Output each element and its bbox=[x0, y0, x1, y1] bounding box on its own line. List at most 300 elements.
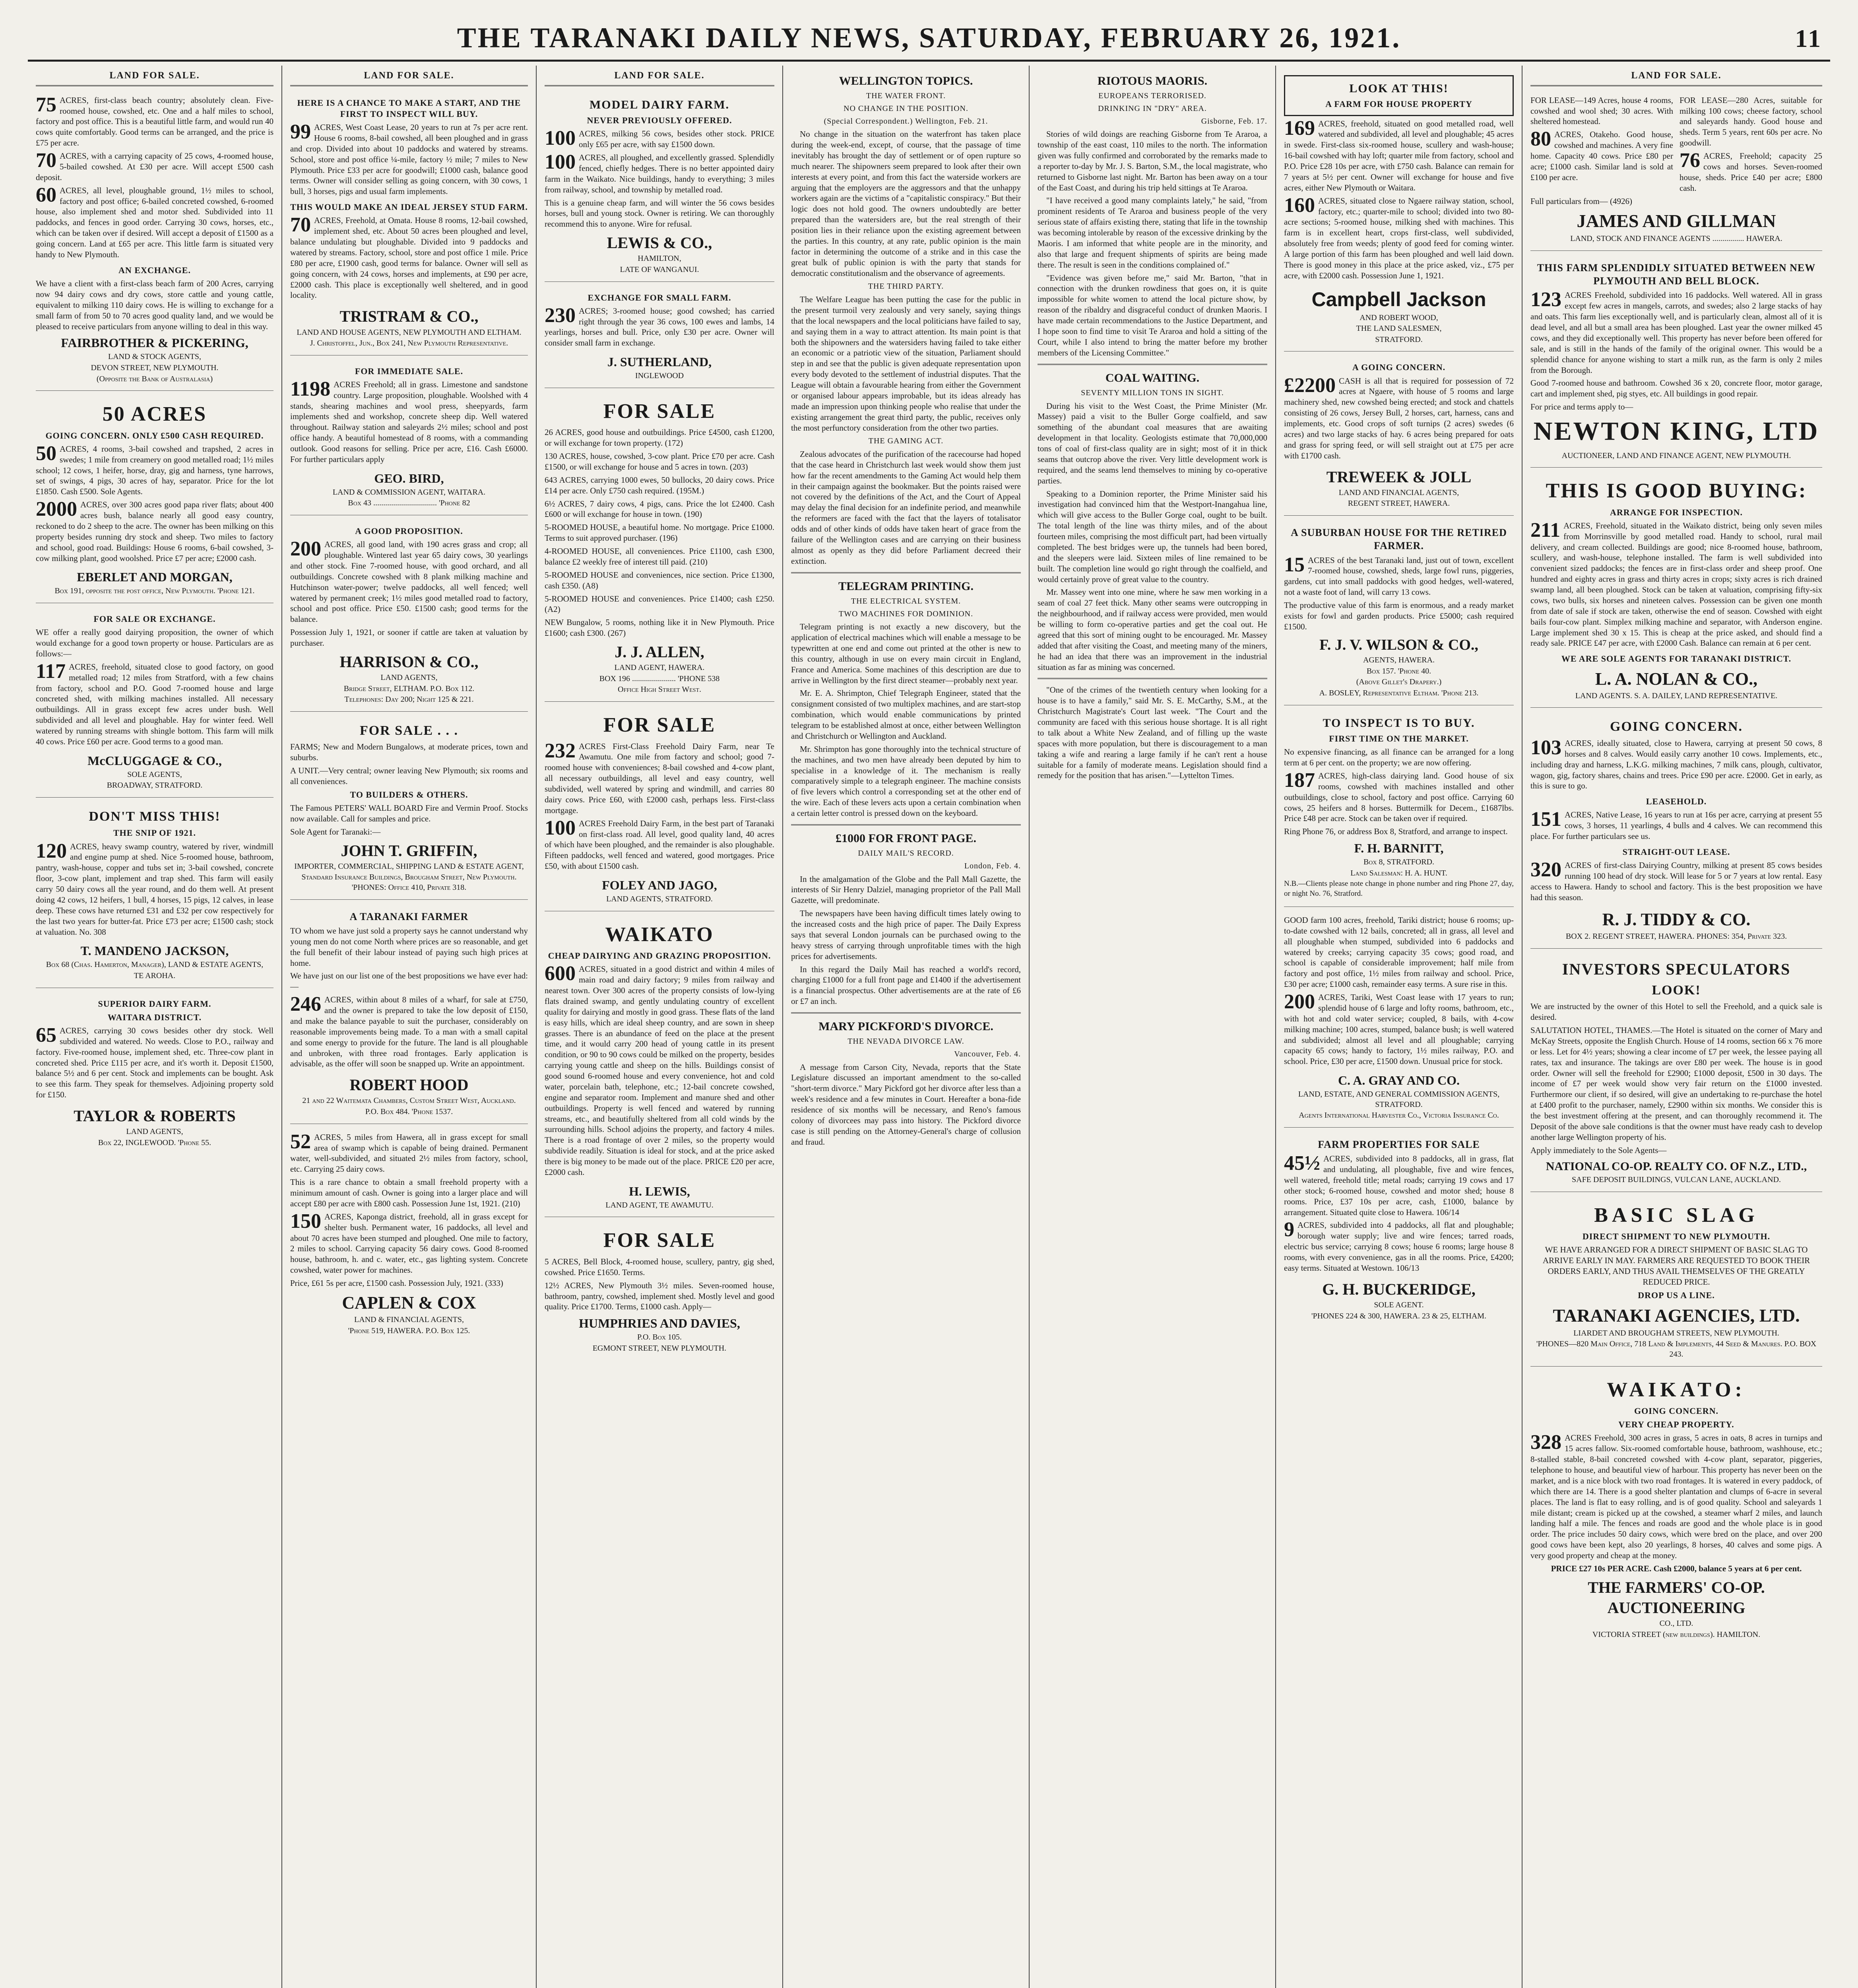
listing-text: CASH is all that is required for possession of 72 acres at Ngaere, with house of 5 rooms and large machinery shed, new cowshed being erected; and stock and chattels consisting of 26 cows, Jersey Bull, 2 horses, cart, harness, cans and implements, etc. Good crops of soft turnips (2 acres) swedes (6 acres) and two large stacks of hay. 6 acres being prepared for oats and grass for spring feed, or will sell straight out at £75 per acre with £1700 cash. bbox=[1284, 376, 1514, 460]
agent-name: F. J. V. WILSON & CO., bbox=[1319, 636, 1478, 653]
listing-text: SALUTATION HOTEL, THAMES.—The Hotel is situated on the corner of Mary and McKay Streets, opposite the English Church. House of 14 rooms, section 66 x 76 more or less. Let for 4½ years; showing a clear income of £7 per week, the lessee paying all rates, tax and insurance. The takings are over £80 per week. The house is in good order. Owner will sell the freehold for £2900; £1000 deposit, £500 in 30 days. The income of £7 per week would show very fair return on the £1000 invested. Furthermore our client, if so desired, will give an undertaking to re-purchase the hotel at £400 profit to the purchaser, namely, £2900 within six months. We consider this is the best investment offering at the present, and can thoroughly recommend it. The Deposit of the above sale conditions is that the owner must have ready cash to develop another large Wellington property of his. bbox=[1530, 1025, 1822, 1142]
listing-text: ACRES, situated close to Ngaere railway station, school, factory, etc.; quarter-mile to school; divided into two 80-acre sections; 5-roomed house, milking shed with machines. This farm is in excellent heart, crops first-class, well subdivided, absolutely free from weeds; plenty of good feed for coming winter. A large portion of this farm has been ploughed and well laid down. There is good money in this place at the price asked, viz., £75 per acre, with £2000 cash. Possession June 1, 1921. bbox=[1284, 196, 1514, 280]
listing-text: ACRES, ideally situated, close to Hawera, carrying at present 50 cows, 8 horses and 8 calves. Would easily carry another 10 cows. Implements, etc., including dray and harness, L.K.G. milking machines, 7 milk cans, plough, cultivator, wagon, gig, factory shares, chains and trees. Price £90 per acre. £2000. Get in early, as this is sure to go. bbox=[1530, 738, 1822, 791]
article-paragraph: Mr. Massey went into one mine, where he saw men working in a seam of coal 27 feet thick. Many other seams were outcropping in the neighbourhood, and if railway access were provided, men would be willing to form co-operative parties and get the coal out. He agreed that this sort of mining ought to be encouraged. Mr. Massey added that after visiting the Coast, and meeting many of the miners, he had an idea that there was an improvement in the industrial situation as far as mining was concerned. bbox=[1038, 587, 1267, 672]
ad-headline: WAIKATO bbox=[605, 923, 714, 946]
listing-text: Price, £61 5s per acre, £1500 cash. Possession July, 1921. (333) bbox=[290, 1278, 503, 1288]
agent-address: Land Salesman: H. A. HUNT. bbox=[1350, 868, 1447, 878]
agent-subtitle: LAND, ESTATE, AND GENERAL COMMISSION AGENTS, STRATFORD. bbox=[1298, 1090, 1500, 1109]
acre-number: 50 bbox=[36, 442, 56, 465]
agent-subtitle: LAND AGENTS, bbox=[126, 1127, 183, 1136]
listing-text: ACRES, Native Lease, 16 years to run at 16s per acre, carrying at present 55 cows, 3 horses, 11 yearlings, 4 bulls and 4 calves. We can recommend this place. For further particulars see us. bbox=[1530, 810, 1822, 841]
article-body bbox=[791, 1062, 1021, 1147]
listing bbox=[290, 905, 528, 1124]
boxed-headline bbox=[1284, 75, 1514, 116]
article-subtitle: SEVENTY MILLION TONS IN SIGHT. bbox=[1081, 388, 1224, 397]
agent-name: J. J. ALLEN, bbox=[615, 643, 704, 661]
listing-text: ACRES, West Coast Lease, 20 years to run at 7s per acre rent. House 6 rooms, 8-bail cowshed, all been ploughed and in grass and crop. Divided into about 10 paddocks and watered by streams. School, store and post office ¼-mile, factory ½ mile; 7 miles to New Plymouth. Price £33 per acre for goodwill; £1000 cash, balance good terms. Owner will consider selling as going concern, with 30 cows, 1 bull, 3 horses, pigs and usual farm implements. bbox=[290, 122, 528, 196]
listing-text: ACRES, subdivided into 4 paddocks, all flat and ploughable; borough water supply; live and wire fences; tarred roads, electric bus service; carrying 8 cows; house 6 rooms; large house 8 rooms, with every convenience, gas in all the rooms. Price, £4200; easy terms. Situated at Westown. 106/13 bbox=[1284, 1220, 1514, 1273]
ad-headline: MODEL DAIRY FARM. bbox=[589, 98, 730, 111]
ad-headline: HERE IS A CHANCE TO MAKE A START, AND THE FIRST TO INSPECT WILL BUY. bbox=[297, 97, 521, 119]
ad-headline: FOR SALE . . . bbox=[359, 723, 459, 738]
article-body bbox=[791, 449, 1021, 567]
article-paragraph: In this regard the Daily Mail has reached a world's record, charging £1000 for a full front page and £1400 if the advertisement is a financial prospectus. Other advertisements are at the rate of £6 or £7 an inch. bbox=[791, 964, 1021, 1006]
agent-address: Box 22, INGLEWOOD. 'Phone 55. bbox=[98, 1138, 211, 1147]
listing-text: ACRES, 4 rooms, 3-bail cowshed and trapshed, 2 acres in swedes; 1 mile from creamery on good metalled road; 1½ miles school; 12 cows, 1 heifer, horse, dray, gig and harness, tyne harrows, set of swings, 4 pigs, 30 acres of hay, separator. Price for the lot £1850. Cash £500. Sole Agents. bbox=[36, 444, 273, 497]
agent-subtitle: LAND AGENT, HAWERA. bbox=[614, 663, 705, 672]
listing-text: ACRES, Freehold; capacity 25 cows and horses. Seven-roomed house, sheds. Price £40 per acre; £800 cash. bbox=[1680, 151, 1822, 193]
agent-address: STRATFORD. bbox=[1375, 335, 1423, 344]
listing-line: NEW Bungalow, 5 rooms, nothing like it in New Plymouth. Price £1600; cash £300. (267) bbox=[545, 617, 774, 638]
ad-headline: A GOOD PROPOSITION. bbox=[355, 526, 463, 536]
agent-note: N.B.—Clients please note change in phone number and ring Phone 27, day, or night No. 76, Stratford. bbox=[1284, 879, 1514, 898]
listing-text: ACRES of first-class Dairying Country, milking at present 85 cows besides running 100 head of dry stock. Will lease for 5 or 7 years at low rental. Easy access to Hawera. Handy to school and factory. This is the best proposition we have had this season. bbox=[1530, 860, 1822, 902]
masthead-title: THE TARANAKI DAILY NEWS, SATURDAY, FEBRUARY 26, 1921. bbox=[457, 21, 1401, 54]
agent-subtitle: THE LAND SALESMEN, bbox=[1356, 324, 1442, 333]
agent-subtitle: HAMILTON, bbox=[638, 254, 681, 263]
ad-headline: INVESTORS SPECULATORS bbox=[1562, 960, 1791, 978]
article-paragraph: "I have received a good many complaints lately," he said, "from prominent residents of Te Araroa and business people of the very serious state of affairs existing there, stating that life in the township was becoming intolerable by reason of the excessive drinking by the Maoris. I am informed that white people are in the minority, and also that large and frequent shipments of spirits are being made there. The result is seen in the conditions complained of." bbox=[1038, 196, 1267, 270]
article-body bbox=[1038, 685, 1267, 781]
agent-name: H. LEWIS, bbox=[629, 1184, 690, 1198]
agent-address: SAFE DEPOSIT BUILDINGS, VULCAN LANE, AUCKLAND. bbox=[1572, 1175, 1781, 1184]
acre-number: 99 bbox=[290, 120, 311, 144]
article-subtitle: TWO MACHINES FOR DOMINION. bbox=[838, 609, 974, 618]
listing bbox=[290, 92, 528, 355]
acre-number: 70 bbox=[290, 214, 311, 237]
agent-address: Box 157. 'Phone 40. bbox=[1366, 666, 1431, 676]
agent-subtitle: LAND AND FINANCIAL AGENTS, bbox=[1338, 488, 1459, 497]
ad-subheadline: GOING CONCERN. ONLY £500 CASH REQUIRED. bbox=[45, 430, 264, 441]
masthead bbox=[28, 16, 1830, 62]
listing-text: ACRES, heavy swamp country, watered by river, windmill and engine pump at shed. Nice 5-roomed house, bathroom, pantry, wash-house, copper and tubs set in; 3-bail cowshed, concrete floor, 3-cow plant, implement and trap shed. This farm will easily carry 50 dairy cows all the year round, and do them well. At present doing 42 cows, 12 heifers, 1 bull, 4 horses, 15 pigs, 12 calves, in lease deep. These cows have returned £31 and £32 per cow respectively for the last two years for butter-fat. Price £73 per acre; £1500 cash; stock at valuation. No. 308 bbox=[36, 841, 273, 937]
listing-text: ACRES Freehold, subdivided into 16 paddocks. Well watered. All in grass except few acres in mangels, carrots, and swedes; also 2 large stacks of hay and oats. This farm lies exceptionally well, and is particularly clean, almost all of it is dead level, and all but a small area has been ploughed. Last year the owner milked 45 cows, and they did exceptionally well. This property has never before been offered for sale, and is still in the hands of the family of the original owner. This would be a splendid chance for anyone wishing to start a milk run, as the farm is only 2 miles from the Borough. bbox=[1530, 290, 1822, 375]
ad-subheadline: FIRST TIME ON THE MARKET. bbox=[1329, 734, 1469, 744]
listing-text: ACRES, all level, ploughable ground, 1½ miles to school, factory and post office; 6-bailed concreted cowshed, 6-roomed house, also implement shed and motor shed. Subdivided into 11 paddocks, and fences in good order. Carrying 30 cows, horses, etc., which can be taken over if desired. Will accept a deposit of £1500 as a going concern. Land at £65 per acre. This little farm is situated very handy to New Plymouth. bbox=[36, 185, 273, 259]
two-column-listing bbox=[1530, 95, 1822, 196]
agent-name: G. H. BUCKERIDGE, bbox=[1322, 1280, 1476, 1298]
listing bbox=[36, 608, 273, 798]
article-byline: Vancouver, Feb. 4. bbox=[954, 1050, 1021, 1058]
article-title: £1000 FOR FRONT PAGE. bbox=[836, 831, 976, 845]
agent-name: CAPLEN & COX bbox=[342, 1293, 476, 1312]
listing bbox=[1530, 712, 1822, 948]
ad-note: WE ARE SOLE AGENTS FOR TARANAKI DISTRICT. bbox=[1561, 654, 1792, 664]
listing bbox=[545, 707, 774, 911]
agent-address: Standard Insurance Buildings, Brougham Street, New Plymouth. 'PHONES: Office 410, Private 318. bbox=[301, 873, 517, 892]
agent-name: TAYLOR & ROBERTS bbox=[74, 1107, 236, 1125]
agent-subtitle: LAND & FINANCIAL AGENTS, bbox=[354, 1315, 464, 1324]
agent-name: NATIONAL CO-OP. REALTY CO. OF N.Z., LTD., bbox=[1546, 1159, 1807, 1173]
listing-text: ACRES, freehold, situated on good metalled road, well watered and subdivided, all level and ploughable; 45 acres in swede. First-class six-roomed house, scullery and wash-house; 16-bail cowshed with hay loft; quarter mile from factory, school and P.O. Price £28 10s per acre, with £750 cash. Balance can remain for 7 years at 5½ per cent. Owner will exchange for house and five acres, either New Plymouth or Waitara. bbox=[1284, 118, 1514, 192]
listing-text: ACRES, situated in a good district and within 4 miles of main road and dairy factory; 9 miles from railway and nearest town. Over 300 acres of the property consists of low-lying flats drained swamp, and gently undulating country of excellent quality for dairying and mostly in good grass. These flats of the land is easy hills, which are ideal sheep country, and are sown in sheep grasses. There is an abundance of feed on the place at the present time, and it would carry 200 head of young cattle in its present condition, or 90 to 90 cows could be milked on the property, besides carrying young cattle and sheep on the hills. Buildings consist of good sound 6-roomed house and every convenience, hot and cold water, porcelain bath, telephone, etc.; 12-bail concrete cowshed, engine and separator room. Implement and manure shed and other outbuildings. Property is well fenced and watered by running streams, etc., and beautifully sheltered from all cold winds by the surrounding hills. School adjoins the property, and factory 4 miles. There is a road frontage of over 2 miles, so the property would subdivide readily. Situation is ideal for stock, and at the price asked there is big money to be made out of the place. PRICE £20 per acre, £2000 cash. bbox=[545, 964, 774, 1177]
ad-headline: A GOING CONCERN. bbox=[1352, 362, 1446, 373]
ad-subheadline: WAITARA DISTRICT. bbox=[107, 1012, 202, 1022]
acre-number: 1198 bbox=[290, 377, 331, 400]
ad-headline: SUPERIOR DAIRY FARM. bbox=[98, 998, 211, 1009]
agent-address: Agents International Harvester Co., Victoria Insurance Co. bbox=[1299, 1111, 1499, 1120]
agent-name: EBERLET AND MORGAN, bbox=[77, 570, 233, 584]
article-title: COAL WAITING. bbox=[1105, 371, 1200, 384]
agent-town: TE AROHA. bbox=[134, 971, 176, 980]
listing-text: This is a rare chance to obtain a small freehold property with a minimum amount of cash. Owner is going into a larger place and will accept £80 per acre with £800 cash. Possession June 1st, 1921. (210) bbox=[290, 1177, 528, 1208]
listing-line: 12½ ACRES, New Plymouth 3½ miles. Seven-roomed house, bathroom, pantry, cowshed, implement shed. Mostly level and good quality. Price £1700. Terms, £1000 cash. Apply— bbox=[545, 1280, 774, 1312]
article-title: TELEGRAM PRINTING. bbox=[838, 579, 974, 593]
article-paragraph: During his visit to the West Coast, the Prime Minister (Mr. Massey) paid a visit to the Buller Gorge coalfield, and saw something of the abundant coal measures that are awaiting development in that locality. Geologists estimate that 70,000,000 tons of coal of first-class quality are in sight; most of it in thick seams that outcrop above the river. Very little development work is required, and the seams lend themselves to mining by co-operative parties. bbox=[1038, 401, 1267, 485]
article-paragraph: Stories of wild doings are reaching Gisborne from Te Araroa, a township of the east coast, 110 miles to the north. The information given was fully confirmed and corroborated by the remarks made to a reporter to-day by Mr. J. S. Barton, S.M., the local magistrate, who returned to Gisborne last night. Mr. Barton has been away on a tour of the East Coast, and during his trip held sittings at Te Araroa. bbox=[1038, 129, 1267, 192]
listing-line: 4-ROOMED HOUSE, all conveniences. Price £1100, cash £300, balance £2 weekly free of interest till paid. (210) bbox=[545, 546, 774, 567]
column-4 bbox=[783, 66, 1030, 1988]
section-heading: AN EXCHANGE. bbox=[118, 265, 191, 275]
listing-text: ACRES, 5 miles from Hawera, all in grass except for small area of swamp which is capable of being drained. Permanent water, well-subdivided, and situated 2½ miles from factory, school, etc. Carrying 25 dairy cows. bbox=[290, 1132, 528, 1174]
listing-text: ACRES, Otakeho. Good house, cowshed and machines. A very fine home. Capacity 40 cows. Price £80 per acre; £1000 cash. Similar land is sold at £100 per acre. bbox=[1530, 130, 1673, 182]
listing-text: FARMS; New and Modern Bungalows, at moderate prices, town and suburbs. bbox=[290, 742, 528, 763]
agent-name: F. H. BARNITT, bbox=[1354, 841, 1444, 856]
divider bbox=[791, 824, 1021, 825]
listing-text: ACRES of the best Taranaki land, just out of town, excellent 7-roomed house, cowshed, sheds, large fowl runs, piggeries, gardens, cut into small paddocks with good hedges, well-watered, not a waste foot of land, will carry 13 cows. bbox=[1284, 555, 1514, 597]
agent-subtitle: SOLE AGENT. bbox=[1374, 1301, 1424, 1310]
listing bbox=[1284, 912, 1514, 1128]
ad-subheadline: ARRANGE FOR INSPECTION. bbox=[1610, 507, 1743, 517]
agent-subtitle: SOLE AGENTS, bbox=[127, 770, 182, 779]
acre-number: 200 bbox=[1284, 990, 1315, 1013]
agent-address: Bridge Street, ELTHAM. P.O. Box 112. bbox=[343, 684, 475, 693]
divider bbox=[1038, 678, 1267, 679]
article-byline: (Special Correspondent.) Wellington, Feb. 21. bbox=[824, 116, 988, 126]
agent-subtitle: LAND AGENTS, STRATFORD. bbox=[606, 894, 713, 903]
acre-number: 328 bbox=[1530, 1431, 1561, 1454]
agent-address: DEVON STREET, NEW PLYMOUTH. bbox=[91, 363, 219, 372]
acre-number: 75 bbox=[36, 93, 56, 116]
acre-number: 169 bbox=[1284, 116, 1315, 140]
listing-text: ACRES Freehold, 300 acres in grass, 5 acres in oats, 8 acres in turnips and 15 acres fallow. Six-roomed comfortable house, bathroom, washhouse, etc.; 8-stalled stable, 8-bail concreted cowshed with 4-cow plant, separator, piggeries, telephone to house, and beautiful view of harbour. This property has never been on the market, and is a nice block with two road frontages. It is watered in every paddock, of which there are 14. There is a good shelter plantation and clumps of 6-acre in several places. The land is flat to easy rolling, and is of good quality. School and saleyards 1 mile distant; cream is picked up at the cowshed, a steamer wharf 2 miles, and launch landing half a mile. The fences and roads are good and the whole place is in good order. The price includes 50 dairy cows, which were bred on the place, and over 200 good cows have been kept, also 20 yearlings, 8 horses, 40 calves and some pigs. A very good property and cheap at the money. bbox=[1530, 1433, 1822, 1561]
article-title: WELLINGTON TOPICS. bbox=[839, 74, 973, 87]
listing-text: We have just on our list one of the best propositions we have ever had:— bbox=[290, 971, 528, 992]
listing-line: 643 ACRES, carrying 1000 ewes, 50 bullocks, 20 dairy cows. Price £14 per acre. Only £750 cash required. (195M.) bbox=[545, 475, 774, 495]
agent-address: Box 68 (Chas. Hamerton, Manager), LAND & ESTATE AGENTS, bbox=[46, 960, 264, 969]
listing bbox=[545, 287, 774, 388]
listing-text: Sole Agent for Taranaki:— bbox=[290, 827, 381, 837]
agent-name: C. A. GRAY AND CO. bbox=[1338, 1073, 1460, 1088]
agent-address: J. Christoffel, Jun., Box 241, New Plymouth Representative. bbox=[310, 339, 508, 348]
divider bbox=[791, 572, 1021, 573]
agent-name: ROBERT HOOD bbox=[349, 1076, 469, 1094]
listing bbox=[1530, 1197, 1822, 1367]
ad-subheadline: GOING CONCERN. bbox=[1634, 1406, 1718, 1416]
listing-text: ACRES, Kaponga district, freehold, all in grass except for shelter bush. Permanent water, 16 paddocks, all level and about 70 acres have been stumped and ploughed. One mile to factory, 2 miles to school. Carrying capacity 56 dairy cows. Good 8-roomed house, bathroom, h. and c. water, etc., gas lighting system. Concrete cowshed, water power for machines. bbox=[290, 1211, 528, 1275]
ad-subheadline: VERY CHEAP PROPERTY. bbox=[1618, 1419, 1734, 1430]
acre-number: 76 bbox=[1680, 149, 1700, 172]
article-paragraph: In the amalgamation of the Globe and the Pall Mall Gazette, the interests of Sir Henry Dalziel, managing proprietor of the Pall Mall Gazette, will predominate. bbox=[791, 874, 1021, 905]
listing bbox=[545, 92, 774, 282]
ad-headline: THIS IS GOOD BUYING: bbox=[1546, 480, 1807, 503]
article-paragraph: Telegram printing is not exactly a new discovery, but the application of electrical machines which will enable a message to be typewritten at one end and come out printed at the other is new to this country, although in use on every main circuit in England, France and America. Some machines of this description are due to arrive in Wellington by the first direct steamer—probably next year. bbox=[791, 622, 1021, 685]
article-subtitle: DAILY MAIL'S RECORD. bbox=[858, 849, 954, 858]
columns bbox=[28, 66, 1830, 1988]
listing bbox=[1530, 953, 1822, 1192]
listing-text: Apply immediately to the Sole Agents— bbox=[1530, 1145, 1667, 1155]
acre-number: 200 bbox=[290, 538, 321, 561]
listing-half bbox=[1530, 95, 1673, 196]
listing-text: ACRES Freehold Dairy Farm, in the best part of Taranaki on first-class road. All level, good quality land, 40 acres of which have been ploughed, and the remainder is also ploughable. Fifteen paddocks, well fenced and watered, good mortgages. Price £50, with about £1500 cash. bbox=[545, 818, 774, 871]
listing-text: ACRES, high-class dairying land. Good house of six rooms, cowshed with machines installed and other outbuildings, close to school, factory and post office. Carrying 60 cows, 25 heifers and 8 horses. Buttermilk for Decem., £1687lbs. Price £48 per acre. Stock can be taken over if required. bbox=[1284, 771, 1514, 823]
listing-text: ACRES, within about 8 miles of a wharf, for sale at £750, and the owner is prepared to take the low deposit of £150, and make the balance payable to suit the purchaser, considerably on reasonable improvements being made. To a man with a small capital and some energy to provide for the future. The land is all ploughable and unbroken, with three road frontages. Early application is advisable, as the offer will soon be snapped up. Write an appointment. bbox=[290, 995, 528, 1069]
column-5 bbox=[1030, 66, 1276, 1988]
listing-line: 26 ACRES, good house and outbuildings. Price £4500, cash £1200, or will exchange for town property. (172) bbox=[545, 427, 774, 448]
agent-name: TRISTRAM & CO., bbox=[339, 307, 479, 326]
listing bbox=[36, 396, 273, 603]
article-paragraph: "Evidence was given before me," said Mr. Barton, "that in connection with the drunken rowdiness that goes on, it is quite impossible for white women to attend the local picture show, by reason of the ribaldry and disgraceful conduct of drunken Maoris. I have made certain recommendations to the Justice Department, and I hope soon to find time to visit Te Araroa and hold a sitting of the Court, while I also intend to bring the matter before my brother members of the Licensing Committee." bbox=[1038, 273, 1267, 357]
agent-subtitle: LAND AGENTS, bbox=[380, 673, 438, 682]
column-2 bbox=[282, 66, 537, 1988]
agent-name: HARRISON & CO., bbox=[339, 652, 479, 671]
agent-address: Box 43 ................................ 'Phone 82 bbox=[348, 499, 470, 508]
agent-subtitle: LAND, STOCK AND FINANCE AGENTS ................ HAWERA. bbox=[1570, 234, 1782, 243]
listing bbox=[1284, 70, 1514, 351]
listing bbox=[36, 802, 273, 988]
listing bbox=[36, 993, 273, 1155]
agent-address: BOX 196 ...................... 'PHONE 538 bbox=[599, 674, 720, 683]
acre-number: 2000 bbox=[36, 498, 77, 521]
agent-subtitle: LIARDET AND BROUGHAM STREETS, NEW PLYMOUTH. bbox=[1573, 1328, 1779, 1338]
acre-number: 117 bbox=[36, 660, 66, 683]
listing-text: Possession July 1, 1921, or sooner if cattle are taken at valuation by purchaser. bbox=[290, 627, 528, 648]
listing-text: ACRES, freehold, situated close to good factory, on good metalled road; 12 miles from Stratford, with a few chains from factory, school and P.O. Good 7-roomed house and large concreted shed, with milking machines installed. All necessary outbuildings. All in grass except few acres under bush. Well subdivided and all level and ploughable. Hay for winter feed. Well watered by running streams with shingle bottom. This farm will milk 40 cows. Price £60 per acre. Good terms to a good man. bbox=[36, 662, 273, 746]
article-paragraph: The Welfare League has been putting the case for the public in the present turmoil very zealously and very sanely, saying things that the local newspapers and the local politicians have failed to say, and saying them in a way to attract attention. Its main point is that both the shipowners and the watersiders having failed to take either an economic or a patriotic view of the situation, Parliament should step in and see that the public is given adequate representation upon every body devoted to the settlement of industrial disputes. That the League will obtain a favourable hearing from either the Government or organised labour appears improbable, but its ideas already has made an impression upon thinking people who realise that under the existing arrangement the great third party, the public, receives only the most perfunctory consideration from the other two parties. bbox=[791, 295, 1021, 433]
listing-text: FOR LEASE—280 Acres, suitable for milking 100 cows; cheese factory, school and saleyards handy. Good house and sheds. Term 5 years, rent 60s per acre. No goodwill. bbox=[1680, 95, 1822, 148]
listing-text: For price and terms apply to— bbox=[1530, 402, 1633, 412]
agent-note: (Opposite the Bank of Australasia) bbox=[96, 374, 213, 383]
listing-line: 6½ ACRES, 7 dairy cows, 4 pigs, cans. Price the lot £2400. Cash £600 or will exchange for house in town. (190) bbox=[545, 499, 774, 519]
listing bbox=[290, 1129, 528, 1343]
listing-text: ACRES, carrying 30 cows besides other dry stock. Well subdivided and watered. No weeds. Close to P.O., railway and factory. Five-roomed house, implement shed, etc. Three-cow plant in concreted shed. Price £115 per acre, and it's worth it. Deposit £1500, balance 5½ and 6 per cent. Stock and implements can be bought. Ask to see this farm. They speak for themselves. Adjoining property sold for £150. bbox=[36, 1025, 273, 1100]
listing-text: The productive value of this farm is enormous, and a ready market exists for fowl and garden products. Price £5000; cash required £1500. bbox=[1284, 600, 1514, 631]
article-paragraph: The newspapers have been having difficult times lately owing to the increased costs and the high price of paper. The Daily Express says that several London journals can be purchased owing to the heavy stress of carrying through unprofitable times with the high prices for advertisements. bbox=[791, 909, 1021, 961]
listing-text: FOR LEASE—149 Acres, house 4 rooms, cowshed and wool shed; 30 acres. With sheltered homestead. bbox=[1530, 95, 1673, 126]
agent-name: JOHN T. GRIFFIN, bbox=[341, 841, 477, 860]
acre-number: 52 bbox=[290, 1130, 311, 1153]
article-body bbox=[791, 294, 1021, 433]
acre-number: 120 bbox=[36, 839, 67, 862]
agent-subtitle: IMPORTER, COMMERCIAL, SHIPPING LAND & ESTATE AGENT, bbox=[294, 862, 524, 871]
agent-address: Box 191, opposite the post office, New Plymouth. 'Phone 121. bbox=[54, 586, 255, 596]
listing-line: 5-ROOMED HOUSE and conveniences. Price £1400; cash £250. (A2) bbox=[545, 594, 774, 614]
listing-price: PRICE £27 10s PER ACRE. Cash £2000, balance 5 years at 6 per cent. bbox=[1551, 1563, 1802, 1573]
agent-address: 'Phone 519, HAWERA. P.O. Box 125. bbox=[348, 1326, 470, 1335]
article-paragraph: Zealous advocates of the purification of the racecourse had hoped that the case heard in Christchurch last week would show them just how far the recent amendments to the Gaming Act would help them in their campaign against the bookmaker. But the points raised were not covered by the definitions of the Act, and the Court of Appeal may delay the final decision for an indefinite period, and meanwhile the reformers are faced with the fact that the layers of totalisator odds and of other kinds of odds have taken heart of grace from the failure of the Wellington cases and are carrying on their business almost as openly as they did before Parliament decreed their extinction. bbox=[791, 449, 1021, 566]
listing-text: ACRES; 3-roomed house; good cowshed; has carried right through the year 36 cows, 100 ewes and lambs, 14 yearlings, horses and bull. Price, only £30 per acre. Owner will consider small farm in exchange. bbox=[545, 306, 774, 348]
divider bbox=[1038, 364, 1267, 365]
acre-number: 187 bbox=[1284, 769, 1315, 792]
article-body bbox=[791, 621, 1021, 819]
article-paragraph: Mr. Shrimpton has gone thoroughly into the technical structure of the machines, and two men have already been deputed by him to specialise in a knowledge of it. The mechanism is really comparatively simple to a telegraph engineer. The machine consists of five levers which control a corresponding set at the other end of the wire. Each of these levers acts upon a certain combination when a certain letter control is pressed down on the keyboard. bbox=[791, 744, 1021, 818]
listing-text: GOOD farm 100 acres, freehold, Tariki district; house 6 rooms; up-to-date cowshed with 12 bails, concreted; all in grass, all level and all ploughable when stumped, subdivided into 6 paddocks and watered by creeks; carrying capacity 35 cows; good road, and school is capable of considerable improvement; half mile from factory and post office, 1½ miles from railway and school. Price, £30 per acre; £1000 cash, remainder easy terms. A sure rise in this. bbox=[1284, 915, 1514, 989]
ad-headline: FARM PROPERTIES FOR SALE bbox=[1318, 1138, 1480, 1150]
agent-name: HUMPHRIES AND DAVIES, bbox=[579, 1316, 740, 1331]
agent-name: FOLEY AND JAGO, bbox=[602, 878, 717, 893]
article-subtitle: DRINKING IN "DRY" AREA. bbox=[1098, 104, 1207, 113]
listing bbox=[1530, 92, 1822, 251]
divider bbox=[791, 1012, 1021, 1013]
listing bbox=[36, 92, 273, 391]
agent-address: 'PHONES—820 Main Office, 718 Land & Implements, 44 Seed & Manures. P.O. BOX 243. bbox=[1536, 1340, 1817, 1359]
page-number: 11 bbox=[1795, 24, 1822, 52]
agent-name: Campbell Jackson bbox=[1311, 288, 1486, 311]
ad-subheadline: TO BUILDERS & OTHERS. bbox=[350, 789, 468, 800]
agent-note: (Above Gillet's Drapery.) bbox=[1356, 678, 1442, 687]
agent-address: 'PHONES 224 & 300, HAWERA. 23 & 25, ELTHAM. bbox=[1311, 1311, 1487, 1320]
article-title: RIOTOUS MAORIS. bbox=[1097, 74, 1208, 87]
listing-text: We have a client with a first-class beach farm of 200 Acres, carrying now 94 dairy cows and dry cows, store cattle and young cattle, equivalent to milking 110 dairy cows. He is willing to exchange for a small farm of from 50 to 70 acres good quality land, and we would be pleased to receive particulars from anyone willing to deal in this way. bbox=[36, 279, 273, 331]
acre-number: 150 bbox=[290, 1209, 321, 1233]
acre-number: 70 bbox=[36, 149, 56, 172]
article-body bbox=[1038, 129, 1267, 358]
listing bbox=[545, 916, 774, 1217]
listing-line: 130 ACRES, house, cowshed, 3-cow plant. Price £70 per acre. Cash £1500, or will exchange for house and 5 acres in town. (203) bbox=[545, 451, 774, 472]
agent-address: REGENT STREET, HAWERA. bbox=[1348, 499, 1450, 508]
ad-headline: EXCHANGE FOR SMALL FARM. bbox=[588, 292, 731, 303]
column-6 bbox=[1276, 66, 1522, 1988]
article-paragraph: Mr. E. A. Shrimpton, Chief Telegraph Engineer, stated that the consignment consisted of two multiplex machines, and are start-stop combination, which would enable communications by printed telegram to be established almost at once, either between Wellington and Christchurch or Wellington and Auckland. bbox=[791, 688, 1021, 741]
listing-text: Ring Phone 76, or address Box 8, Stratford, and arrange to inspect. bbox=[1284, 827, 1508, 837]
listing-text: ACRES Freehold; all in grass. Limestone and sandstone country. Large proposition, ploughable. Woolshed with 4 stands, shearing machines and wool press, sheepyards, farm implements shed and workshop, concrete sheep dip. Well watered throughout. Railway station and saleyards 2½ miles; school and post office handy. A beautiful homestead of 8 rooms, with a commanding outlook. Good reasons for selling. Price per acre, £16. Cash £6000. For further particulars apply bbox=[290, 379, 528, 464]
article-subtitle: THE ELECTRICAL SYSTEM. bbox=[851, 597, 961, 606]
article-subtitle: NO CHANGE IN THE POSITION. bbox=[844, 104, 968, 113]
acre-number: 123 bbox=[1530, 288, 1561, 311]
ad-headline: A TARANAKI FARMER bbox=[349, 911, 469, 922]
article-title: MARY PICKFORD'S DIVORCE. bbox=[818, 1020, 993, 1033]
article-paragraph: Speaking to a Dominion reporter, the Prime Minister said his investigation had convinced him that the Westport-Inangahua line, which will give access to the Buller Gorge coal, ought to be built. The total length of the line was thirty miles, and of the about fourteen miles, comprising the most difficult part, had been virtually completed. The best bridges were up, the tunnels had been bored, and the sleepers were laid. Sixteen miles of line remained to be built. The completion line would go right through the coalfield, and would certainly prove of great value to the country. bbox=[1038, 489, 1267, 584]
listing bbox=[1530, 256, 1822, 468]
ad-subheadline: A FARM FOR HOUSE PROPERTY bbox=[1325, 99, 1472, 109]
article-paragraph: A message from Carson City, Nevada, reports that the State Legislature discussed an important amendment to the so-called "short-term divorce." Mary Pickford got her divorce after less than a week's residence and a few minutes in Court. Hereafter a bona-fide residence of six months will be necessary, and Reno's famous colony of divorcees may pass into history. The Pickford divorce case is still pending on the Attorney-General's charge of collusion and fraud. bbox=[791, 1062, 1021, 1147]
agent-address: BOX 2. REGENT STREET, HAWERA. PHONES: 354, Private 323. bbox=[1565, 932, 1787, 941]
ad-headline: GOING CONCERN. bbox=[1610, 719, 1743, 734]
listing bbox=[290, 360, 528, 515]
acre-number: 600 bbox=[545, 962, 576, 985]
agent-rep: A. BOSLEY, Representative Eltham. 'Phone 213. bbox=[1319, 689, 1479, 698]
article-paragraph: "One of the crimes of the twentieth century when looking for a house is to have a family," said Mr. S. E. McCarthy, S.M., at the Christchurch Magistrate's Court last week. "The Court and the community are faced with this serious house shortage. It is all right to talk about a White New Zealand, and of filling up the waste spaces with more population, but there is discouragement to a man taking a wife and rearing a large family if he can't rent a house suitable for a family of moderate means. Legislation should find a remedy for the position that has arisen."—Lyttelton Times. bbox=[1038, 685, 1267, 780]
listing bbox=[1284, 1132, 1514, 1328]
acre-number: 160 bbox=[1284, 194, 1315, 217]
acre-number: 15 bbox=[1284, 553, 1305, 576]
listing bbox=[545, 393, 774, 702]
article-paragraph: No change in the situation on the waterfront has taken place during the week-end, except, of course, that the passage of time inevitably has brought the day of settlement or of open rupture so much nearer. The shipowners seem prepared to look after their own interests at every point, and from this fact the waterside workers are arguing that the employers are the aggressors and that the unhappy workers again are the victims of a "capitalistic conspiracy." But their logic does not hold good. The owners undoubtedly are better prepared than the watersiders are, but the real strength of their position lies in their reliance upon the existing agreement between the parties. In this country, at any rate, public opinion is the main factor in determining the outcome of a strike and in this case the great bulk of public opinion is with the party that stands for democratic constitutionalism and the observance of agreements. bbox=[791, 129, 1021, 278]
agent-subtitle: AND ROBERT WOOD, bbox=[1360, 313, 1438, 322]
ad-headline: TO INSPECT IS TO BUY. bbox=[1323, 716, 1475, 730]
listing bbox=[290, 520, 528, 712]
agent-subtitle: LAND & COMMISSION AGENT, WAITARA. bbox=[332, 487, 486, 497]
acre-number: 246 bbox=[290, 993, 321, 1016]
agent-name: JAMES AND GILLMAN bbox=[1577, 211, 1776, 231]
ad-subheadline: LOOK! bbox=[1652, 982, 1701, 998]
ad-subheadline: THE SNIP OF 1921. bbox=[113, 828, 196, 838]
agent-address: VICTORIA STREET (new buildings). HAMILTON. bbox=[1592, 1630, 1761, 1639]
listing-text: Full particulars from— (4926) bbox=[1530, 196, 1633, 206]
article-body bbox=[791, 874, 1021, 1007]
listing bbox=[1284, 710, 1514, 907]
article-subtitle: THE GAMING ACT. bbox=[868, 437, 944, 446]
column-1 bbox=[28, 66, 282, 1988]
listing-text: ACRES, Freehold, at Omata. House 8 rooms, 12-bail cowshed, implement shed, etc. About 50 acres been ploughed and level, balance undulating but ploughable. Divided into 9 paddocks and watered by streams. Factory, school, store and post office 1 mile. Price £80 per acre, £1900 cash, good terms for balance. Owner will sell as going concern, with 24 cows, horses and implements, at £90 per acre, £2000 cash. This place is exceptionally well sheltered, and in good locality. bbox=[290, 215, 528, 300]
agent-subtitle: LAND AGENT, TE AWAMUTU. bbox=[605, 1200, 714, 1209]
agent-name: J. SUTHERLAND, bbox=[607, 355, 712, 369]
listing-text: ACRES, subdivided into 8 paddocks, all in grass, flat and undulating, all ploughable, five and wire fences, well watered, freehold title; metal roads; carrying 19 cows and 17 other stock; 6-roomed house, cowshed and motor shed; house 8 rooms. Price, £37 10s per acre, cash, £1000, balance by arrangement. Situated quite close to Hawera. 106/14 bbox=[1284, 1154, 1514, 1217]
agent-address: LATE OF WANGANUI. bbox=[620, 265, 699, 274]
agent-name: McCLUGGAGE & CO., bbox=[87, 753, 222, 768]
agent-name: R. J. TIDDY & CO. bbox=[1602, 909, 1751, 929]
acre-number: 320 bbox=[1530, 858, 1561, 881]
article-subtitle: THE NEVADA DIVORCE LAW. bbox=[848, 1037, 964, 1046]
listing bbox=[1530, 472, 1822, 708]
listing-line: 5 ACRES, Bell Block, 4-roomed house, scullery, pantry, gig shed, cowshed. Price £1650. Terms. bbox=[545, 1256, 774, 1277]
ad-headline: FOR SALE bbox=[603, 713, 716, 736]
agent-name: T. MANDENO JACKSON, bbox=[80, 944, 229, 958]
listing-text: A UNIT.—Very central; owner leaving New Plymouth; six rooms and all conveniences. bbox=[290, 766, 528, 786]
acre-number: 9 bbox=[1284, 1218, 1294, 1241]
agent-subtitle: LAND & STOCK AGENTS, bbox=[108, 352, 202, 361]
listing-text: ACRES, first-class beach country; absolutely clean. Five-roomed house, cowshed, etc. One and a half miles to school, factory and post office. This is a beautiful little farm, and would run 40 cows quite comfortably. Good terms can be arranged, and the price is £75 per acre. bbox=[36, 95, 273, 148]
agent-name: NEWTON KING, LTD bbox=[1533, 417, 1819, 446]
ad-headline: FOR SALE bbox=[603, 1229, 716, 1252]
listing-text: The Famous PETERS' WALL BOARD Fire and Vermin Proof. Stocks now available. Call for samples and price. bbox=[290, 803, 528, 823]
listing-text: No expensive financing, as all finance can be arranged for a long term at 6 per cent. on the property; we are now offering. bbox=[1284, 747, 1514, 768]
ad-headline: FOR SALE OR EXCHANGE. bbox=[93, 613, 216, 624]
article-byline: Gisborne, Feb. 17. bbox=[1201, 116, 1267, 126]
article-byline: London, Feb. 4. bbox=[964, 861, 1021, 870]
ad-headline: DON'T MISS THIS! bbox=[89, 809, 221, 824]
agent-address: P.O. Box 484. 'Phone 1537. bbox=[365, 1107, 453, 1116]
agent-subtitle: AGENTS, HAWERA. bbox=[1363, 656, 1435, 665]
acre-number: 151 bbox=[1530, 808, 1561, 831]
ad-headline: WAIKATO: bbox=[1607, 1378, 1746, 1401]
acre-number: 60 bbox=[36, 183, 56, 206]
listing-text: ACRES, Tariki, West Coast lease with 17 years to run; splendid house of 6 large and lofty rooms, bathroom, etc., with hot and cold water service; coupled, 8 bails, with 4-cow milking machine; 100 acres, stumped, balance bush; is well watered and subdivided; almost all level and all ploughable; carrying capacity 65 cows; handy to factory, 1½ miles railway, P.O. and school. Price, £30 per acre, £1500 down. Unusual price for stock. bbox=[1284, 992, 1514, 1066]
agent-subtitle: Box 8, STRATFORD. bbox=[1363, 858, 1435, 867]
article-subtitle: THE THIRD PARTY. bbox=[868, 282, 944, 291]
acre-number: 65 bbox=[36, 1023, 56, 1046]
article-body bbox=[791, 129, 1021, 278]
listing-text: This is a genuine cheap farm, and will winter the 56 cows besides horses, bull and young stock. Owner is retiring. We can thoroughly recommend this to anyone. Wire for refusal. bbox=[545, 198, 774, 229]
acre-number: 232 bbox=[545, 739, 576, 762]
listing-text: ACRES, over 300 acres good papa river flats; about 400 acres bush, balance nearly all good easy country, reckoned to do 2 sheep to the acre. The owner has been milking on this property besides running dry stock and sheep. Two miles to factory and school, good road. Buildings: House 6 rooms, 6-bail cowshed, 3-cow milking plant, good woolshed. Price £7 per acre; £2000 cash. bbox=[36, 500, 273, 563]
agent-name: TREWEEK & JOLL bbox=[1326, 468, 1472, 486]
listing bbox=[545, 1222, 774, 1360]
agent-address: EGMONT STREET, NEW PLYMOUTH. bbox=[592, 1343, 727, 1353]
column-heading: LAND FOR SALE. bbox=[36, 70, 273, 86]
ad-headline: FOR SALE bbox=[603, 400, 716, 423]
listing-text: WE offer a really good dairying proposition, the owner of which would exchange for a good town property or house. Particulars are as follows:— bbox=[36, 627, 273, 658]
listing bbox=[290, 716, 528, 900]
listing-line: 5-ROOMED HOUSE, a beautiful home. No mortgage. Price £1000. Terms to suit approved purchaser. (196) bbox=[545, 522, 774, 543]
ad-subheadline: THIS WOULD MAKE AN IDEAL JERSEY STUD FARM. bbox=[290, 202, 528, 212]
ad-subheadline: LEASEHOLD. bbox=[1646, 796, 1707, 807]
listing-line: 5-ROOMED HOUSE and conveniences, nice section. Price £1300, cash £350. (A8) bbox=[545, 570, 774, 590]
column-heading: LAND FOR SALE. bbox=[1530, 70, 1822, 86]
ad-headline: FOR IMMEDIATE SALE. bbox=[355, 366, 464, 376]
article-body bbox=[1038, 401, 1267, 673]
agent-subtitle: LAND AGENTS. S. A. DAILEY, LAND REPRESENTATIVE. bbox=[1575, 691, 1778, 700]
ad-headline: BASIC SLAG bbox=[1594, 1204, 1759, 1227]
acre-number: £2200 bbox=[1284, 374, 1336, 397]
ad-headline: 50 ACRES bbox=[102, 403, 207, 426]
listing-text: We are instructed by the owner of this Hotel to sell the Freehold, and a quick sale is desired. bbox=[1530, 1002, 1822, 1022]
acre-number: 230 bbox=[545, 304, 576, 327]
listing bbox=[1284, 356, 1514, 516]
listing-text: ACRES, milking 56 cows, besides other stock. PRICE only £65 per acre, with say £1500 down. bbox=[579, 129, 774, 149]
agent-subtitle: 21 and 22 Waitemata Chambers, Custom Street West, Auckland. bbox=[302, 1096, 516, 1105]
agent-note: Office High Street West. bbox=[618, 685, 701, 694]
